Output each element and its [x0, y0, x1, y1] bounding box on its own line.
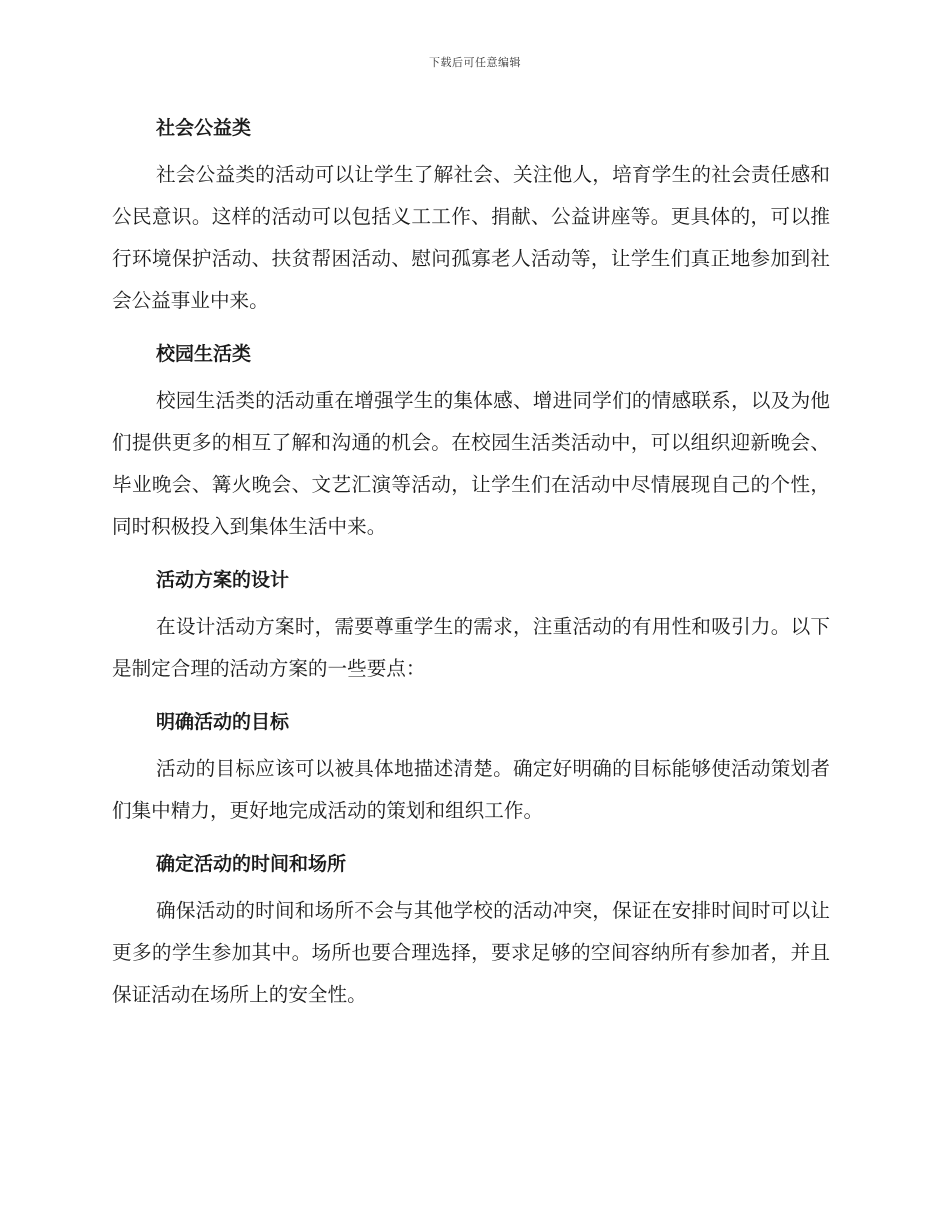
section-paragraph: 校园生活类的活动重在增强学生的集体感、增进同学们的情感联系，以及为他们提供更多的相互了解和沟通的机会。在校园生活类活动中，可以组织迎新晚会、毕业晚会、篝火晚会、文艺汇演等活动，让学生们在活动中尽情展现自己的个性，同时积极投入到集体生活中来。 — [112, 389, 830, 538]
section-heading: 校园生活类 — [156, 343, 252, 365]
section-plan-design — [112, 560, 830, 690]
section-heading: 社会公益类 — [156, 117, 252, 139]
section-time-venue — [112, 844, 830, 1016]
section-heading: 活动方案的设计 — [156, 569, 290, 591]
section-campus-life — [112, 334, 830, 548]
section-paragraph: 活动的目标应该可以被具体地描述清楚。确定好明确的目标能够使活动策划者们集中精力，更好地完成活动的策划和组织工作。 — [112, 757, 830, 822]
section-heading: 确定活动的时间和场所 — [156, 853, 347, 875]
section-paragraph: 在设计活动方案时，需要尊重学生的需求，注重活动的有用性和吸引力。以下是制定合理的活动方案的一些要点： — [112, 615, 830, 680]
header-note: 下载后可任意编辑 — [429, 56, 521, 69]
section-paragraph: 社会公益类的活动可以让学生了解社会、关注他人，培育学生的社会责任感和公民意识。这样的活动可以包括义工工作、捐献、公益讲座等。更具体的，可以推行环境保护活动、扶贫帮困活动、慰问孤寡老人活动等，让学生们真正地参加到社会公益事业中来。 — [112, 163, 830, 312]
document-body — [112, 108, 830, 1028]
section-paragraph: 确保活动的时间和场所不会与其他学校的活动冲突，保证在安排时间时可以让更多的学生参加其中。场所也要合理选择，要求足够的空间容纳所有参加者，并且保证活动在场所上的安全性。 — [112, 899, 830, 1006]
section-heading: 明确活动的目标 — [156, 711, 290, 733]
section-public-welfare — [112, 108, 830, 322]
section-clear-goals — [112, 702, 830, 832]
